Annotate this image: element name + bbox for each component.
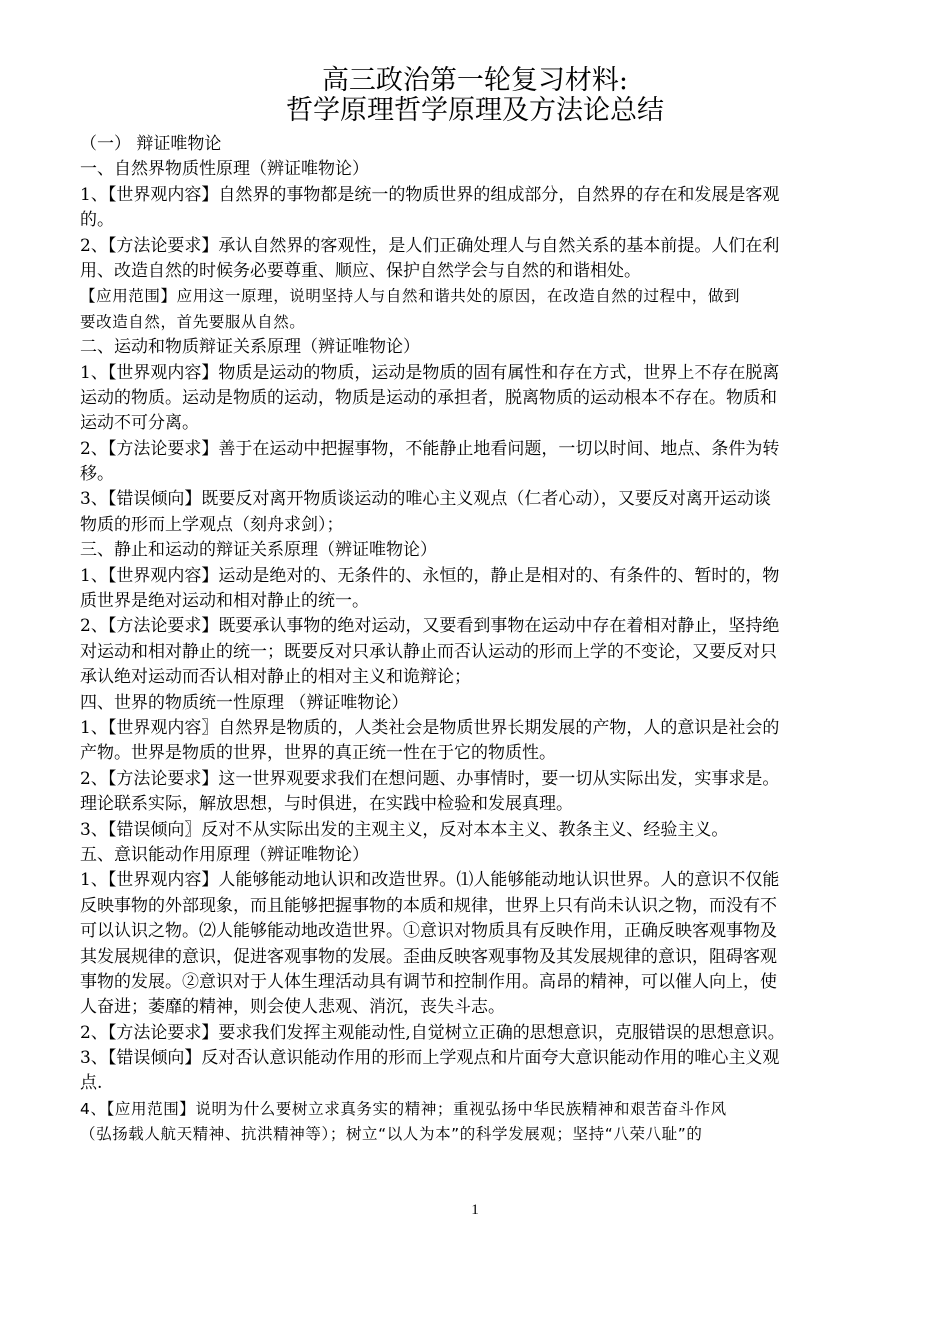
text-line: 1、【世界观内容】自然界的事物都是统一的物质世界的组成部分，自然界的存在和发展是客观 bbox=[80, 184, 780, 205]
text-line: 可以认识之物。⑵人能够能动地改造世界。①意识对物质具有反映作用，正确反映客观事物及 bbox=[80, 921, 777, 942]
text-line: 事物的发展。②意识对于人体生理活动具有调节和控制作用。高昂的精神，可以催人向上，使 bbox=[80, 971, 777, 992]
text-line: 2、【方法论要求】既要承认事物的绝对运动，又要看到事物在运动中存在着相对静止，坚持绝 bbox=[80, 616, 780, 637]
text-line: 一、自然界物质性原理（辨证唯物论） bbox=[80, 159, 369, 180]
text-line: 对运动和相对静止的统一；既要反对只承认静止而否认运动的形而上学的不变论，又要反对只 bbox=[80, 641, 777, 662]
text-line: 要改造自然，首先要服从自然。 bbox=[80, 312, 306, 331]
text-line: 产物。世界是物质的世界，世界的真正统一性在于它的物质性。 bbox=[80, 743, 556, 764]
text-line: 2、【方法论要求】这一世界观要求我们在想问题、办事情时，要一切从实际出发，实事求是。 bbox=[80, 768, 780, 789]
text-line: 质世界是绝对运动和相对静止的统一。 bbox=[80, 591, 369, 612]
text-line: 移。 bbox=[80, 464, 114, 485]
text-line: 点. bbox=[80, 1073, 103, 1094]
title-line-1: 高三政治第一轮复习材料: bbox=[321, 65, 629, 96]
text-line: 4、【应用范围】说明为什么要树立求真务实的精神；重视弘扬中华民族精神和艰苦奋斗作风 bbox=[80, 1099, 727, 1118]
document-body bbox=[80, 132, 900, 1148]
text-line: 理论联系实际，解放思想，与时俱进，在实践中检验和发展真理。 bbox=[80, 794, 573, 815]
text-line: 三、静止和运动的辩证关系原理（辨证唯物论） bbox=[80, 540, 437, 561]
text-line: 2、【方法论要求】要求我们发挥主观能动性,自觉树立正确的思想意识，克服错误的思想意识。 bbox=[80, 1022, 785, 1043]
text-line: 反映事物的外部现象，而且能够把握事物的本质和规律，世界上只有尚未认识之物，而没有不 bbox=[80, 895, 777, 916]
text-line: （一） 辩证唯物论 bbox=[80, 134, 222, 154]
text-line: 用、改造自然的时候务必要尊重、顺应、保护自然学会与自然的和谐相处。 bbox=[80, 260, 641, 281]
text-line: 运动的物质。运动是物质的运动，物质是运动的承担者，脱离物质的运动根本不存在。物质和 bbox=[80, 387, 777, 408]
text-line: 2、【方法论要求】善于在运动中把握事物，不能静止地看问题，一切以时间、地点、条件为转 bbox=[80, 438, 780, 459]
text-line: 物质的形而上学观点（刻舟求剑）； bbox=[80, 514, 344, 535]
text-line: 3、【错误倾向】反对否认意识能动作用的形而上学观点和片面夸大意识能动作用的唯心主义观 bbox=[80, 1048, 780, 1069]
text-line: 3、【错误倾向〗反对不从实际出发的主观主义，反对本本主义、教条主义、经验主义。 bbox=[80, 819, 729, 840]
text-line: 的。 bbox=[80, 210, 114, 231]
text-line: 1、【世界观内容〗自然界是物质的，人类社会是物质世界长期发展的产物，人的意识是社会的 bbox=[80, 717, 780, 738]
title-line-2: 哲学原理哲学原理及方法论总结 bbox=[286, 95, 664, 126]
text-line: 2、【方法论要求】承认自然界的客观性，是人们正确处理人与自然关系的基本前提。人们在利 bbox=[80, 235, 780, 256]
text-line: 二、运动和物质辩证关系原理（辨证唯物论） bbox=[80, 337, 420, 358]
text-line: 其发展规律的意识，促进客观事物的发展。歪曲反映客观事物及其发展规律的意识，阻碍客观 bbox=[80, 946, 777, 967]
text-line: 1、【世界观内容】运动是绝对的、无条件的、永恒的，静止是相对的、有条件的、暂时的，物 bbox=[80, 565, 780, 586]
text-line: 承认绝对运动而否认相对静止的相对主义和诡辩论； bbox=[80, 667, 471, 688]
text-line: 五、意识能动作用原理（辨证唯物论） bbox=[80, 844, 369, 865]
text-line: 3、【错误倾向】既要反对离开物质谈运动的唯心主义观点（仁者心动），又要反对离开运动谈 bbox=[80, 489, 771, 510]
text-line: （弘扬载人航天精神、抗洪精神等）；树立“以人为本”的科学发展观；坚持“八荣八耻”的 bbox=[80, 1125, 703, 1144]
text-line: 人奋进；萎靡的精神，则会使人悲观、消沉，丧失斗志。 bbox=[80, 997, 505, 1018]
text-line: 1、【世界观内容】物质是运动的物质，运动是物质的固有属性和存在方式，世界上不存在脱离 bbox=[80, 362, 780, 383]
text-line: 四、世界的物质统一性原理 （辨证唯物论） bbox=[80, 692, 409, 713]
page-number: 1 bbox=[471, 1202, 479, 1218]
text-line: 运动不可分离。 bbox=[80, 413, 199, 434]
text-line: 【应用范围】应用这一原理，说明坚持人与自然和谐共处的原因，在改造自然的过程中，做到 bbox=[80, 287, 741, 306]
text-line: 1、【世界观内容】人能够能动地认识和改造世界。⑴人能够能动地认识世界。人的意识不仅能 bbox=[80, 870, 780, 891]
